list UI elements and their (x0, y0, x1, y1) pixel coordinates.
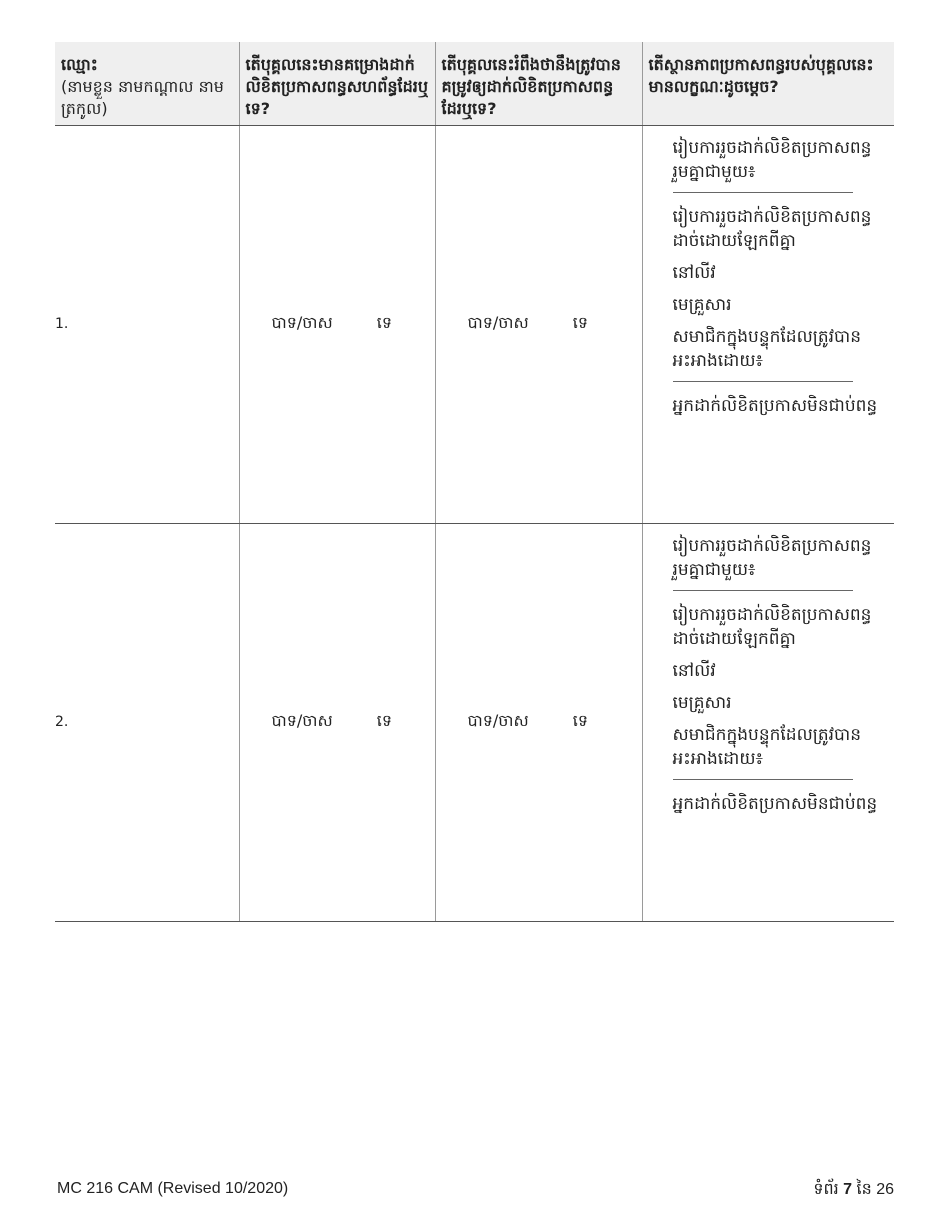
plan-yes-option[interactable]: បាទ/ចាស (271, 313, 333, 332)
status-cell (642, 523, 894, 921)
table-header-row (55, 42, 894, 125)
page-prefix: ទំព័រ (813, 1181, 839, 1198)
status-nonfiler-option[interactable]: អ្នកដាក់លិខិតប្រកាសមិនជាប់ពន្ធ (672, 793, 878, 814)
claimed-by-blank[interactable] (673, 779, 853, 780)
joint-spouse-blank[interactable] (673, 590, 853, 591)
status-joint-option[interactable]: រៀបការរួចដាក់លិខិតប្រកាសពន្ធរួមគ្នាជាមួយ៖ (672, 535, 872, 580)
dependent-cell (435, 523, 642, 921)
row-number: 1. (55, 125, 239, 523)
plan-no-option[interactable]: ទេ (376, 711, 392, 730)
row-number: 2. (55, 523, 239, 921)
status-head-option[interactable]: មេគ្រួសារ (672, 692, 732, 713)
dependent-yes-option[interactable]: បាទ/ចាស (467, 711, 529, 730)
page-total: 26 (876, 1181, 894, 1198)
status-cell (642, 125, 894, 523)
dependent-no-option[interactable]: ទេ (572, 711, 588, 730)
status-joint-option[interactable]: រៀបការរួចដាក់លិខិតប្រកាសពន្ធរួមគ្នាជាមួយ៖ (672, 137, 872, 182)
plan-no-option[interactable]: ទេ (376, 313, 392, 332)
dependent-no-option[interactable]: ទេ (572, 313, 588, 332)
plan-yes-option[interactable]: បាទ/ចាស (271, 711, 333, 730)
status-claimed-option[interactable]: សមាជិកក្នុងបន្ទុកដែលត្រូវបានអះអាងដោយ៖ (672, 724, 862, 769)
joint-spouse-blank[interactable] (673, 192, 853, 193)
page-of: នៃ (856, 1181, 872, 1198)
form-id: MC 216 CAM (Revised 10/2020) (57, 1180, 289, 1197)
claimed-by-blank[interactable] (673, 381, 853, 382)
plan-joint-cell (239, 125, 435, 523)
status-single-option[interactable]: នៅលីវ (672, 660, 716, 681)
plan-joint-cell (239, 523, 435, 921)
header-name (55, 42, 239, 125)
page-indicator (813, 1178, 894, 1202)
household-tax-table (55, 42, 894, 922)
status-nonfiler-option[interactable]: អ្នកដាក់លិខិតប្រកាសមិនជាប់ពន្ធ (672, 395, 878, 416)
header-dependent: តើបុគ្គលនេះរំពឹងថានឹងត្រូវបានគម្រូវឲ្យដាក់លិខិតប្រកាសពន្ធដែរឬទេ? (435, 42, 642, 125)
status-claimed-option[interactable]: សមាជិកក្នុងបន្ទុកដែលត្រូវបានអះអាងដោយ៖ (672, 326, 862, 371)
header-plan-joint: តើបុគ្គលនេះមានគម្រោងដាក់លិខិតប្រកាសពន្ធសហព័ន្ធដែរឬទេ? (239, 42, 435, 125)
status-separate-option[interactable]: រៀបការរួចដាក់លិខិតប្រកាសពន្ធដាច់ដោយឡែកពីគ្នា (672, 206, 872, 251)
table-row (55, 523, 894, 921)
page-number: 7 (843, 1181, 853, 1198)
status-single-option[interactable]: នៅលីវ (672, 262, 716, 283)
header-status: តើស្ថានភាពប្រកាសពន្ធរបស់បុគ្គលនេះមានលក្ខណៈដូចម្តេច? (642, 42, 894, 125)
dependent-cell (435, 125, 642, 523)
header-name-sub: (នាមខ្លួន នាមកណ្តាល នាមត្រកូល) (61, 77, 224, 118)
dependent-yes-option[interactable]: បាទ/ចាស (467, 313, 529, 332)
header-name-label: ឈ្មោះ (61, 55, 98, 74)
table-row (55, 125, 894, 523)
status-head-option[interactable]: មេគ្រួសារ (672, 294, 732, 315)
status-separate-option[interactable]: រៀបការរួចដាក់លិខិតប្រកាសពន្ធដាច់ដោយឡែកពីគ្នា (672, 604, 872, 649)
